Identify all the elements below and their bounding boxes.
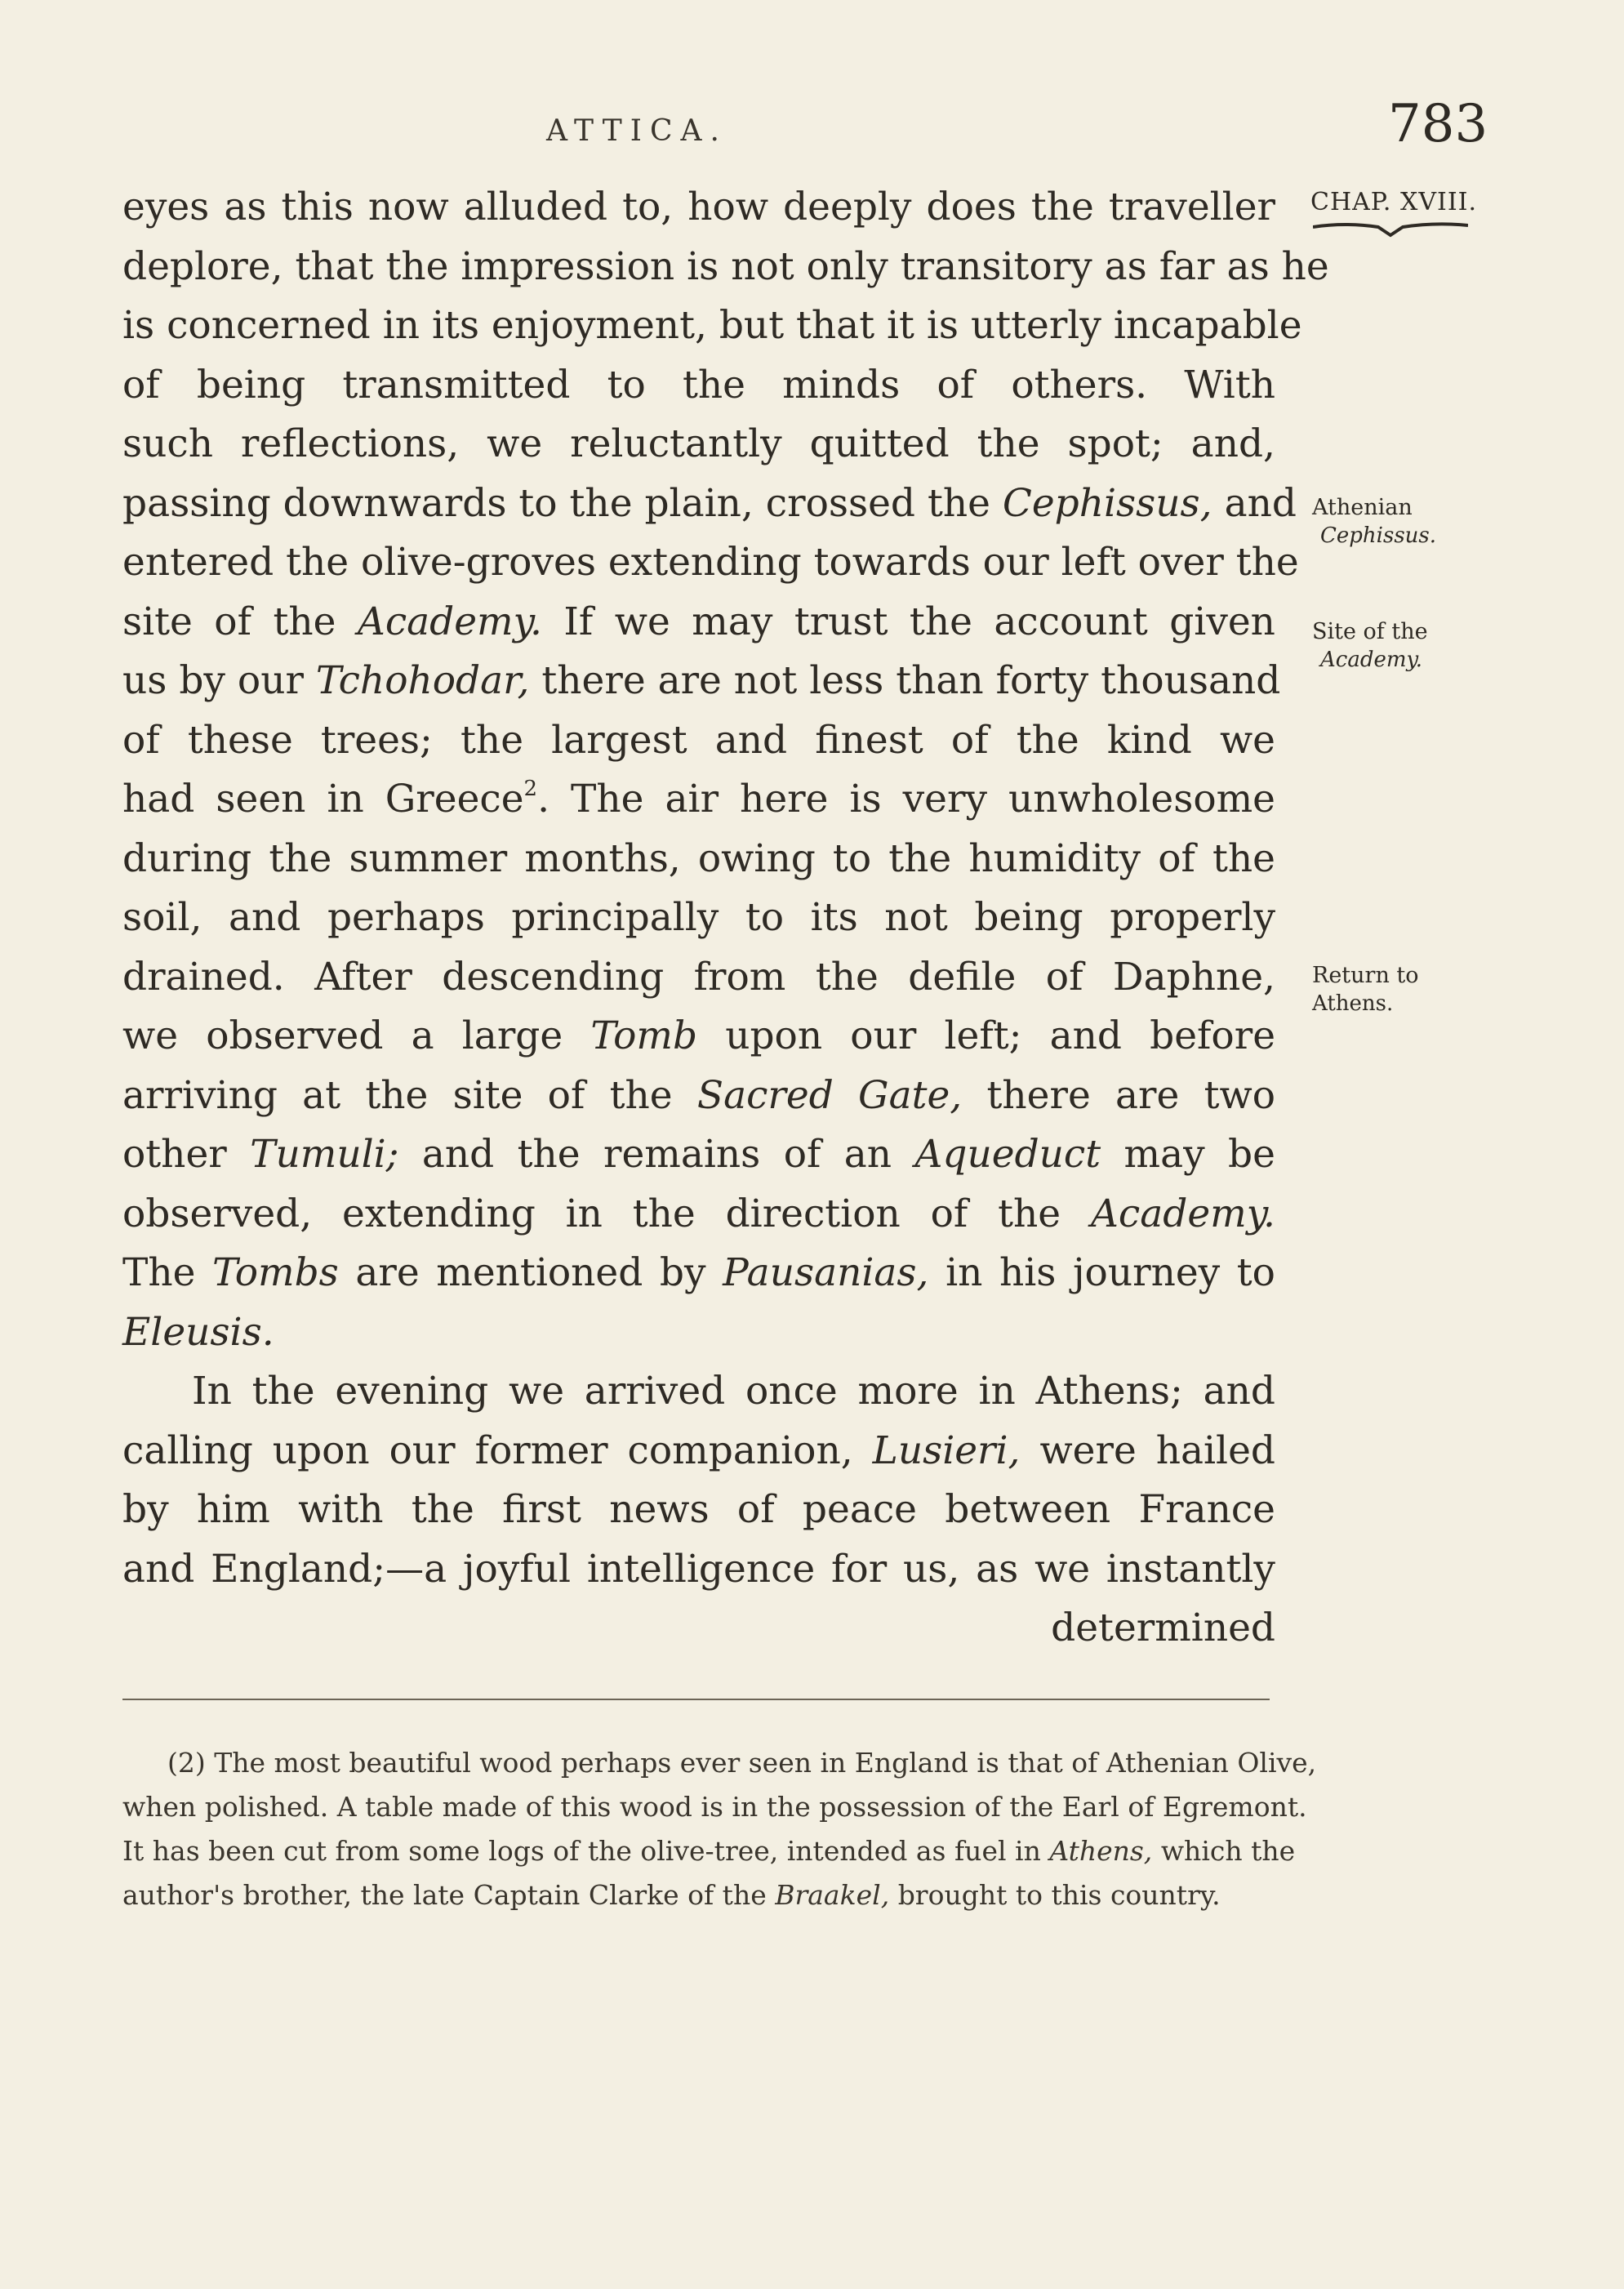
chapter-marker: CHAP. XVIII. xyxy=(1310,188,1478,216)
text-line: had seen in Greece$^2$. The air here is very unwholesome xyxy=(122,777,1276,822)
italic-term: Athens, xyxy=(1049,1835,1153,1867)
text-line: by him with the first news of peace between France xyxy=(122,1487,1275,1532)
footnote-divider xyxy=(122,1699,1270,1700)
text-line: site of the Academy. If we may trust the account given xyxy=(122,599,1275,644)
side-note-italic: Cephissus. xyxy=(1320,523,1437,548)
text-line: we observed a large Tomb upon our left; and before xyxy=(122,1013,1276,1058)
italic-term: Cephissus, xyxy=(1002,480,1212,526)
italic-term: Braakel, xyxy=(775,1879,890,1911)
italic-term: Academy. xyxy=(1090,1191,1275,1236)
main-text xyxy=(122,178,1329,1659)
italic-term: Tumuli; xyxy=(250,1132,399,1177)
page-number: 783 xyxy=(1388,94,1488,154)
text-line: of these trees; the largest and finest of the kind we xyxy=(122,717,1275,763)
text-line: drained. After descending from the defile of Daphne, xyxy=(122,954,1275,1000)
side-note-italic: Academy. xyxy=(1320,648,1423,672)
text-line: and England;—a joyful intelligence for us, as we instantly xyxy=(122,1546,1275,1592)
chapter-swash-ornament xyxy=(1313,220,1468,240)
italic-term: Sacred Gate, xyxy=(696,1072,963,1118)
italic-term: Eleusis. xyxy=(122,1309,274,1355)
italic-term: Lusieri, xyxy=(872,1427,1021,1473)
text-line: observed, extending in the direction of the Academy. xyxy=(122,1191,1275,1236)
footnote-ref: 2 xyxy=(523,777,538,801)
text-line xyxy=(122,1303,1275,1363)
italic-term: Pausanias, xyxy=(723,1250,929,1295)
side-note-italic: Athens. xyxy=(1312,991,1394,1016)
text-line: arriving at the site of the Sacred Gate, there are two xyxy=(122,1072,1275,1118)
side-note-athenian-cephissus xyxy=(1312,494,1436,550)
italic-term: Tomb xyxy=(590,1013,698,1058)
text-line: In the evening we arrived once more in Athens; and xyxy=(192,1369,1275,1414)
footnote-line: when polished. A table made of this wood is in the possession of the Earl of Egremont. xyxy=(122,1791,1307,1823)
footnote-line: (2) The most beautiful wood perhaps ever seen in England is that of Athenian Olive, xyxy=(167,1747,1317,1779)
italic-term: Aqueduct xyxy=(914,1132,1101,1177)
footnote xyxy=(122,1741,1317,1917)
side-note-site-academy xyxy=(1312,618,1428,674)
text-line: deplore, that the impression is not only transitory as far as he xyxy=(122,243,1329,289)
text-line: other Tumuli; and the remains of an Aqueduct may be xyxy=(122,1132,1275,1177)
text-line: The Tombs are mentioned by Pausanias, in his journey to xyxy=(122,1250,1275,1295)
text-line: calling upon our former companion, Lusieri, were hailed xyxy=(122,1427,1275,1473)
catchword: determined xyxy=(1051,1605,1275,1650)
italic-term: Tchohodar, xyxy=(315,658,530,703)
text-line: passing downwards to the plain, crossed the Cephissus, and xyxy=(122,480,1297,526)
italic-term: Academy. xyxy=(357,599,542,644)
text-line: eyes as this now alluded to, how deeply does the traveller xyxy=(122,185,1275,229)
text-line: of being transmitted to the minds of others. With xyxy=(122,362,1275,407)
footnote-line: It has been cut from some logs of the olive-tree, intended as fuel in Athens, which the xyxy=(122,1835,1296,1867)
running-title: ATTICA. xyxy=(546,114,727,148)
side-note-label: Site of the xyxy=(1312,619,1428,644)
text-line: during the summer months, owing to the humidity of the xyxy=(122,835,1275,881)
italic-term: Tombs xyxy=(212,1250,339,1295)
side-note-return-athens xyxy=(1312,962,1419,1018)
text-line: entered the olive-groves extending towards our left over the xyxy=(122,540,1299,585)
text-line: is concerned in its enjoyment, but that it is utterly incapable xyxy=(122,303,1302,348)
text-line: soil, and perhaps principally to its not being properly xyxy=(122,895,1275,940)
side-note-label: Return to xyxy=(1312,963,1419,988)
text-line: us by our Tchohodar, there are not less than forty thousand xyxy=(122,658,1281,703)
text-line: such reflections, we reluctantly quitted the spot; and, xyxy=(122,421,1275,466)
side-note-label: Athenian xyxy=(1312,495,1413,520)
footnote-line: author's brother, the late Captain Clarke of the Braakel, brought to this country. xyxy=(122,1879,1221,1911)
